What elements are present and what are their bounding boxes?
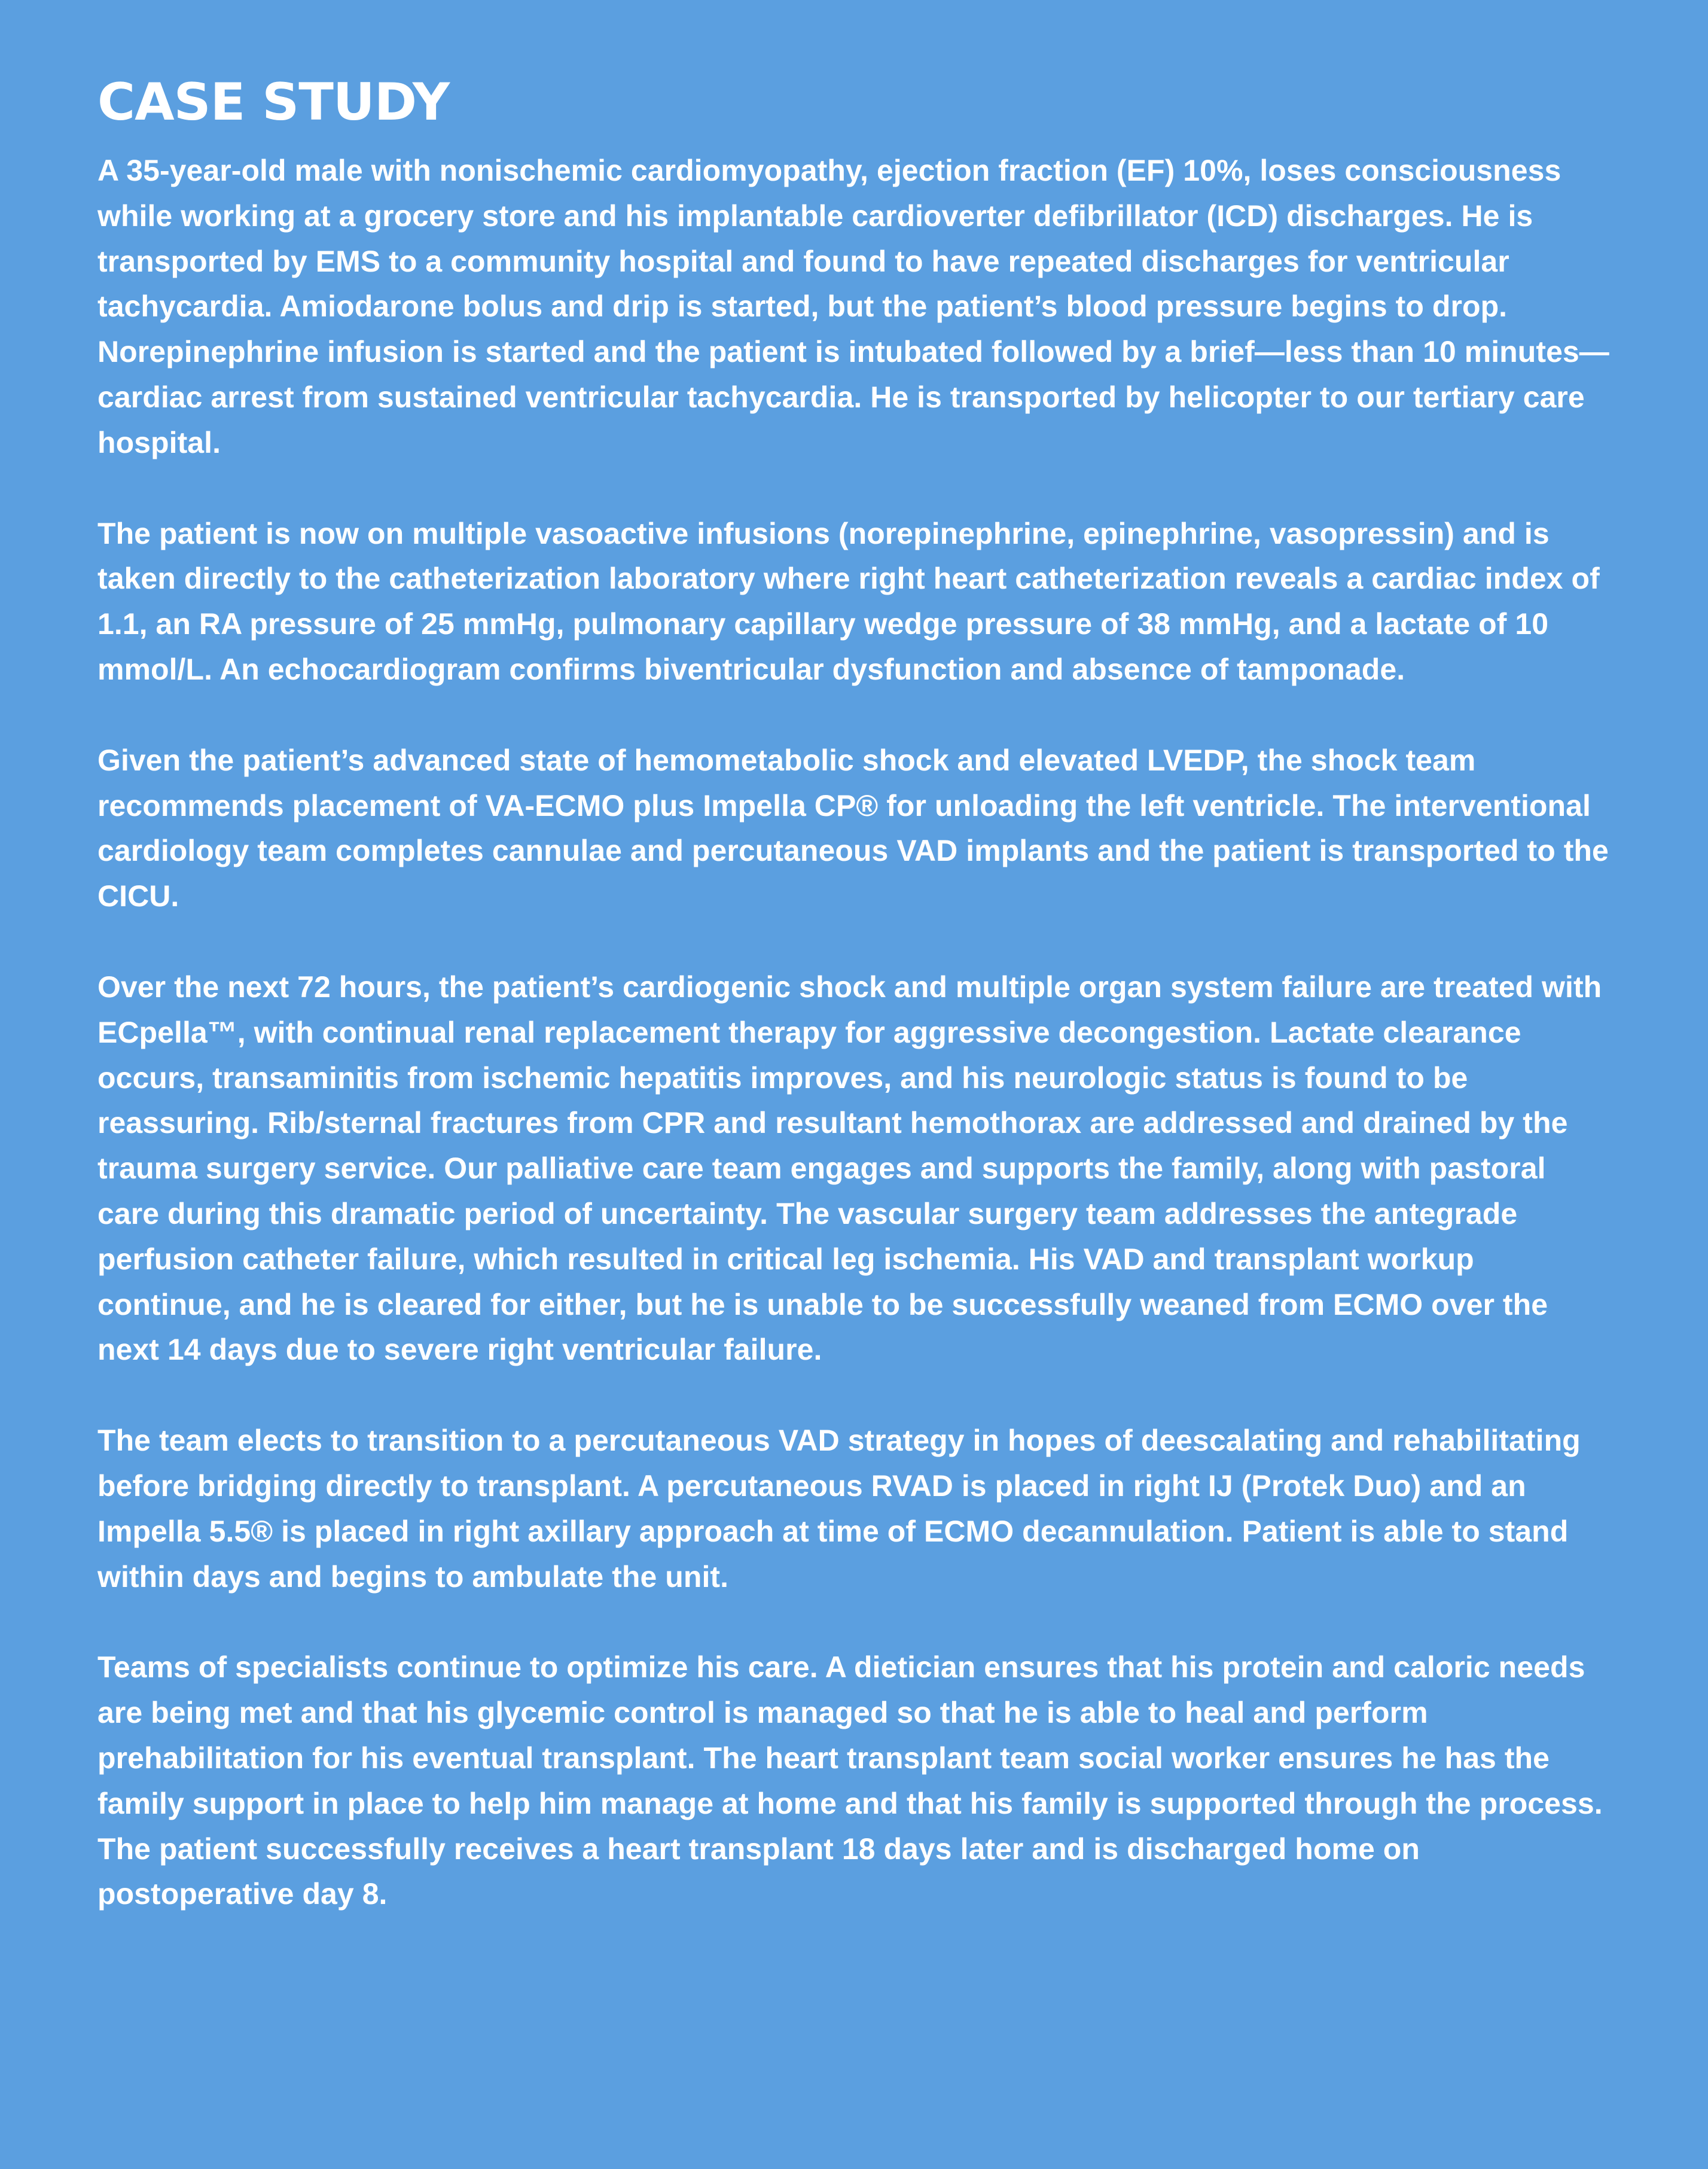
paragraph-presentation: A 35-year-old male with nonischemic cardiomyopathy, ejection fraction (EF) 10%, loses consciousness while working at a grocery store and his implantable cardioverter defibrillator (ICD) discharges. He is transported by EMS to a community hospital and found to have repeated discharges for ventricular tachycardia. Amiodarone bolus and drip is started, but the patient’s blood pressure begins to drop. Norepinephrine infusion is started and the patient is intubated followed by a brief—less than 10 minutes—cardiac arrest from sustained ventricular tachycardia. He is transported by helicopter to our tertiary care hospital. xyxy=(97,154,1609,459)
paragraph-mechanical-support: Given the patient’s advanced state of hemometabolic shock and elevated LVEDP, the shock team recommends placement of VA-ECMO plus Impella CP® for unloading the left ventricle. The interventional cardiology team completes cannulae and percutaneous VAD implants and the patient is transported to the CICU. xyxy=(97,743,1609,913)
paragraph-outcome: Teams of specialists continue to optimize his care. A dietician ensures that his protein and caloric needs are being met and that his glycemic control is managed so that he is able to heal and perform prehabilitation for his eventual transplant. The heart transplant team social worker ensures he has the family support in place to help him manage at home and that his family is supported through the process. The patient successfully receives a heart transplant 18 days later and is discharged home on postoperative day 8. xyxy=(97,1650,1603,1911)
paragraph-cicu-course: Over the next 72 hours, the patient’s cardiogenic shock and multiple organ system failure are treated with ECpella™, with continual renal replacement therapy for aggressive decongestion. Lactate clearance occurs, transaminitis from ischemic hepatitis improves, and his neurologic status is found to be reassuring. Rib/sternal fractures from CPR and resultant hemothorax are addressed and drained by the trauma surgery service. Our palliative care team engages and supports the family, along with pastoral care during this dramatic period of uncertainty. The vascular surgery team addresses the antegrade perfusion catheter failure, which resulted in critical leg ischemia. His VAD and transplant workup continue, and he is cleared for either, but he is unable to be successfully weaned from ECMO over the next 14 days due to severe right ventricular failure. xyxy=(97,970,1602,1367)
paragraph-catheterization: The patient is now on multiple vasoactive infusions (norepinephrine, epinephrine, vasopressin) and is taken directly to the catheterization laboratory where right heart catheterization reveals a cardiac index of 1.1, an RA pressure of 25 mmHg, pulmonary capillary wedge pressure of 38 mmHg, and a lactate of 10 mmol/L. An echocardiogram confirms biventricular dysfunction and absence of tamponade. xyxy=(97,516,1600,686)
page-title: CASE STUDY xyxy=(97,72,450,132)
paragraph-vad-strategy: The team elects to transition to a percutaneous VAD strategy in hopes of deescalating and rehabilitating before bridging directly to transplant. A percutaneous RVAD is placed in right IJ (Protek Duo) and an Impella 5.5® is placed in right axillary approach at time of ECMO decannulation. Patient is able to stand within days and begins to ambulate the unit. xyxy=(97,1424,1581,1594)
